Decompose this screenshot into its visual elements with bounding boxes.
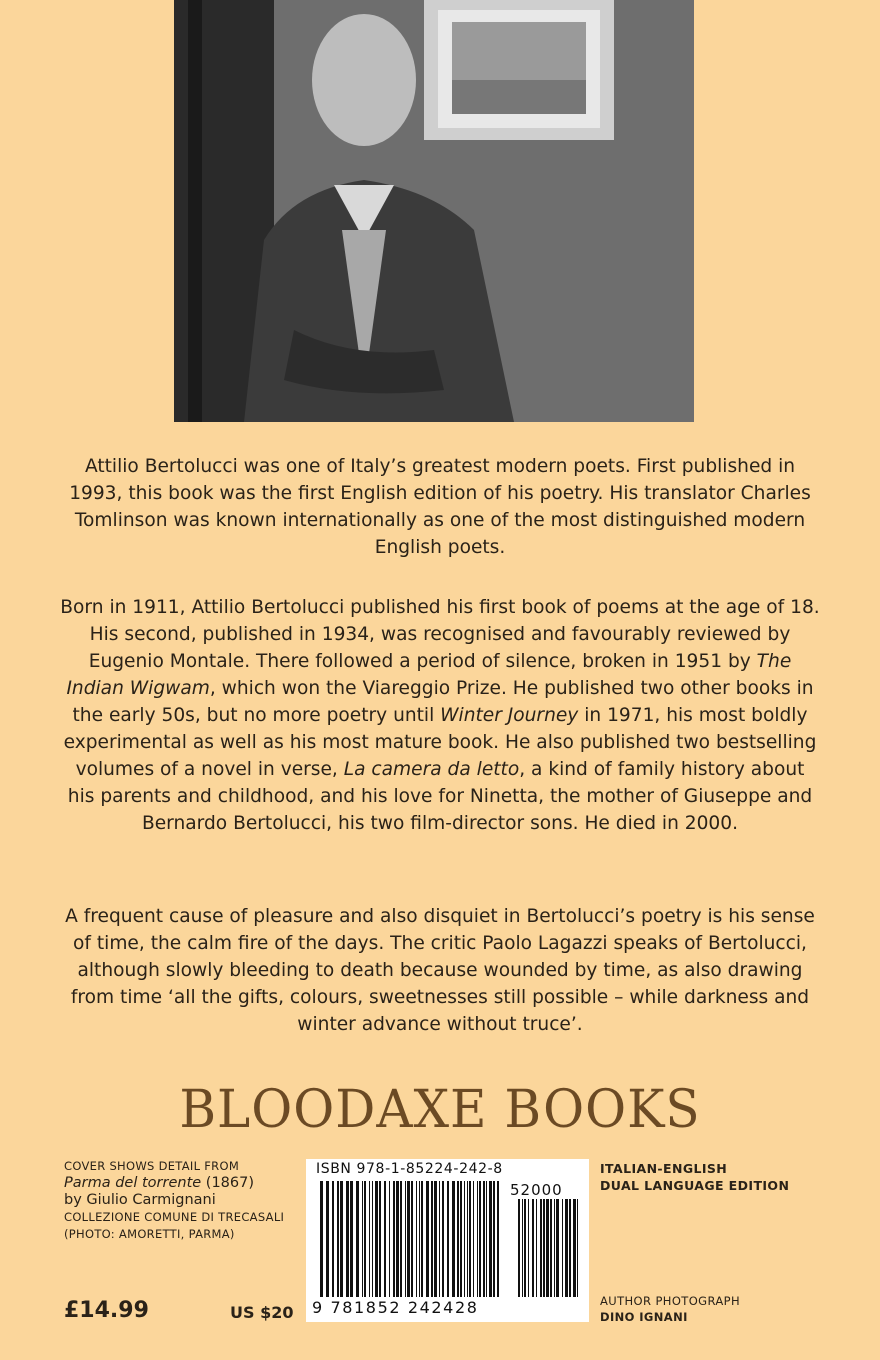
barcode-bar bbox=[320, 1181, 323, 1297]
barcode-bar bbox=[332, 1181, 334, 1297]
barcode-digits: 9 781852 242428 bbox=[312, 1298, 479, 1317]
barcode-bar bbox=[577, 1199, 578, 1297]
barcode-bar bbox=[384, 1181, 386, 1297]
barcode-bar bbox=[340, 1181, 343, 1297]
barcode-bar bbox=[528, 1199, 529, 1297]
barcode-bar bbox=[416, 1181, 417, 1297]
painting-collection: COLLEZIONE COMUNE DI TRECASALI bbox=[64, 1210, 285, 1224]
barcode-bar bbox=[434, 1181, 437, 1297]
barcode-bar bbox=[497, 1181, 499, 1297]
barcode-bar bbox=[489, 1181, 492, 1297]
book-title: Winter Journey bbox=[440, 705, 579, 726]
barcode-bar bbox=[464, 1181, 465, 1297]
edition-line-1: ITALIAN-ENGLISH bbox=[600, 1161, 728, 1176]
barcode-bar bbox=[452, 1181, 455, 1297]
barcode-bar bbox=[518, 1199, 520, 1297]
blurb-paragraph-3: A frequent cause of pleasure and also disquiet in Bertolucci’s poetry is his sense of time, the calm fire of the days. The critic Paolo Lagazzi speaks of Bertolucci, although slowly bleeding to death because wounded by time, as also drawing from time ‘all the gifts, colours, sweetnesses still possible – while darkness and winter advance without truce’. bbox=[65, 906, 815, 1035]
ean-barcode-bars bbox=[320, 1181, 504, 1297]
author-photo-credit bbox=[600, 1293, 740, 1325]
barcode-bar bbox=[543, 1199, 545, 1297]
isbn-number: ISBN 978-1-85224-242-8 bbox=[316, 1161, 503, 1177]
cover-credit-line: COVER SHOWS DETAIL FROM bbox=[64, 1159, 240, 1173]
barcode-bar bbox=[479, 1181, 481, 1297]
painting-photo-credit: (PHOTO: AMORETTI, PARMA) bbox=[64, 1227, 235, 1241]
author-photo-name: DINO IGNANI bbox=[600, 1310, 688, 1324]
barcode-bar bbox=[460, 1181, 462, 1297]
barcode-addon-number: 52000 bbox=[510, 1181, 563, 1199]
barcode-bar bbox=[426, 1181, 429, 1297]
barcode-bar bbox=[565, 1199, 568, 1297]
barcode-bar bbox=[369, 1181, 370, 1297]
barcode-bar bbox=[550, 1199, 552, 1297]
barcode-bar bbox=[524, 1199, 526, 1297]
barcode-bar bbox=[372, 1181, 373, 1297]
barcode-bar bbox=[573, 1199, 576, 1297]
barcode-bar bbox=[493, 1181, 495, 1297]
barcode-bar bbox=[473, 1181, 474, 1297]
addon-barcode-bars bbox=[518, 1199, 578, 1297]
edition-line-2: DUAL LANGUAGE EDITION bbox=[600, 1178, 790, 1193]
painting-title-line bbox=[64, 1175, 314, 1192]
barcode-bar bbox=[337, 1181, 339, 1297]
publisher-logo: BLOODAXE BOOKS bbox=[179, 1078, 701, 1140]
barcode-bar bbox=[447, 1181, 449, 1297]
price-us: US $20 bbox=[230, 1303, 294, 1322]
barcode-bar bbox=[407, 1181, 410, 1297]
barcode-bar bbox=[375, 1181, 378, 1297]
barcode-bar bbox=[486, 1181, 487, 1297]
barcode-bar bbox=[483, 1181, 485, 1297]
barcode-bar bbox=[396, 1181, 399, 1297]
barcode-bar bbox=[364, 1181, 366, 1297]
book-title: The Indian Wigwam bbox=[66, 651, 792, 699]
barcode-bar bbox=[554, 1199, 555, 1297]
book-title: La camera da letto bbox=[343, 759, 520, 780]
barcode-bar bbox=[442, 1181, 444, 1297]
barcode-bar bbox=[439, 1181, 440, 1297]
barcode-bar bbox=[419, 1181, 420, 1297]
barcode-bar bbox=[393, 1181, 395, 1297]
blurb-paragraph-2 bbox=[60, 594, 820, 837]
barcode-bar bbox=[469, 1181, 471, 1297]
barcode-bar bbox=[350, 1181, 353, 1297]
barcode-bar bbox=[562, 1199, 563, 1297]
barcode-bar bbox=[431, 1181, 433, 1297]
barcode-bar bbox=[546, 1199, 549, 1297]
barcode-bar bbox=[346, 1181, 349, 1297]
painting-year: (1867) bbox=[201, 1175, 254, 1191]
isbn-barcode bbox=[306, 1159, 589, 1322]
barcode-bar bbox=[421, 1181, 423, 1297]
barcode-bar bbox=[326, 1181, 329, 1297]
barcode-bar bbox=[569, 1199, 571, 1297]
barcode-bar bbox=[536, 1199, 537, 1297]
blurb-paragraph-1: Attilio Bertolucci was one of Italy’s greatest modern poets. First published in 1993, this book was the first English edition of his poetry. His translator Charles Tomlinson was known internationally as one of the most distinguished modern English poets. bbox=[69, 456, 811, 558]
painting-artist: by Giulio Carmignani bbox=[64, 1192, 216, 1208]
barcode-bar bbox=[467, 1181, 468, 1297]
barcode-bar bbox=[522, 1199, 523, 1297]
author-photo-label: AUTHOR PHOTOGRAPH bbox=[600, 1294, 741, 1308]
barcode-bar bbox=[540, 1199, 542, 1297]
blurb-text: Born in 1911, Attilio Bertolucci published his first book of poems at the age of 18. His second, published in 1934, was recognised and favourably reviewed by Eugenio Montale. There followed a period of silence, broken in 1951 by bbox=[60, 597, 820, 672]
barcode-bar bbox=[356, 1181, 359, 1297]
painting-title: Parma del torrente bbox=[64, 1175, 202, 1191]
author-portrait-photo bbox=[174, 0, 694, 422]
cover-credit bbox=[64, 1158, 314, 1243]
barcode-bar bbox=[556, 1199, 559, 1297]
edition-label bbox=[600, 1160, 789, 1194]
barcode-bar bbox=[411, 1181, 413, 1297]
blurb-text: in 1971, his most boldly experimental as well as his most mature book. He also published two bestselling volumes of a novel in verse, bbox=[63, 705, 817, 780]
blurb-text: , a kind of family history about his parents and childhood, and his love for Ninetta, the mother of Giuseppe and Bernardo Bertolucci, his two film-director sons. He died in 2000. bbox=[67, 759, 813, 834]
barcode-bar bbox=[477, 1181, 478, 1297]
price-gbp: £14.99 bbox=[64, 1298, 149, 1323]
barcode-bar bbox=[405, 1181, 406, 1297]
barcode-bar bbox=[389, 1181, 390, 1297]
barcode-bar bbox=[362, 1181, 363, 1297]
blurb-text: , which won the Viareggio Prize. He published two other books in the early 50s, but no more poetry until bbox=[72, 678, 814, 726]
barcode-bar bbox=[400, 1181, 402, 1297]
barcode-bar bbox=[379, 1181, 381, 1297]
barcode-bar bbox=[457, 1181, 459, 1297]
barcode-bar bbox=[532, 1199, 534, 1297]
